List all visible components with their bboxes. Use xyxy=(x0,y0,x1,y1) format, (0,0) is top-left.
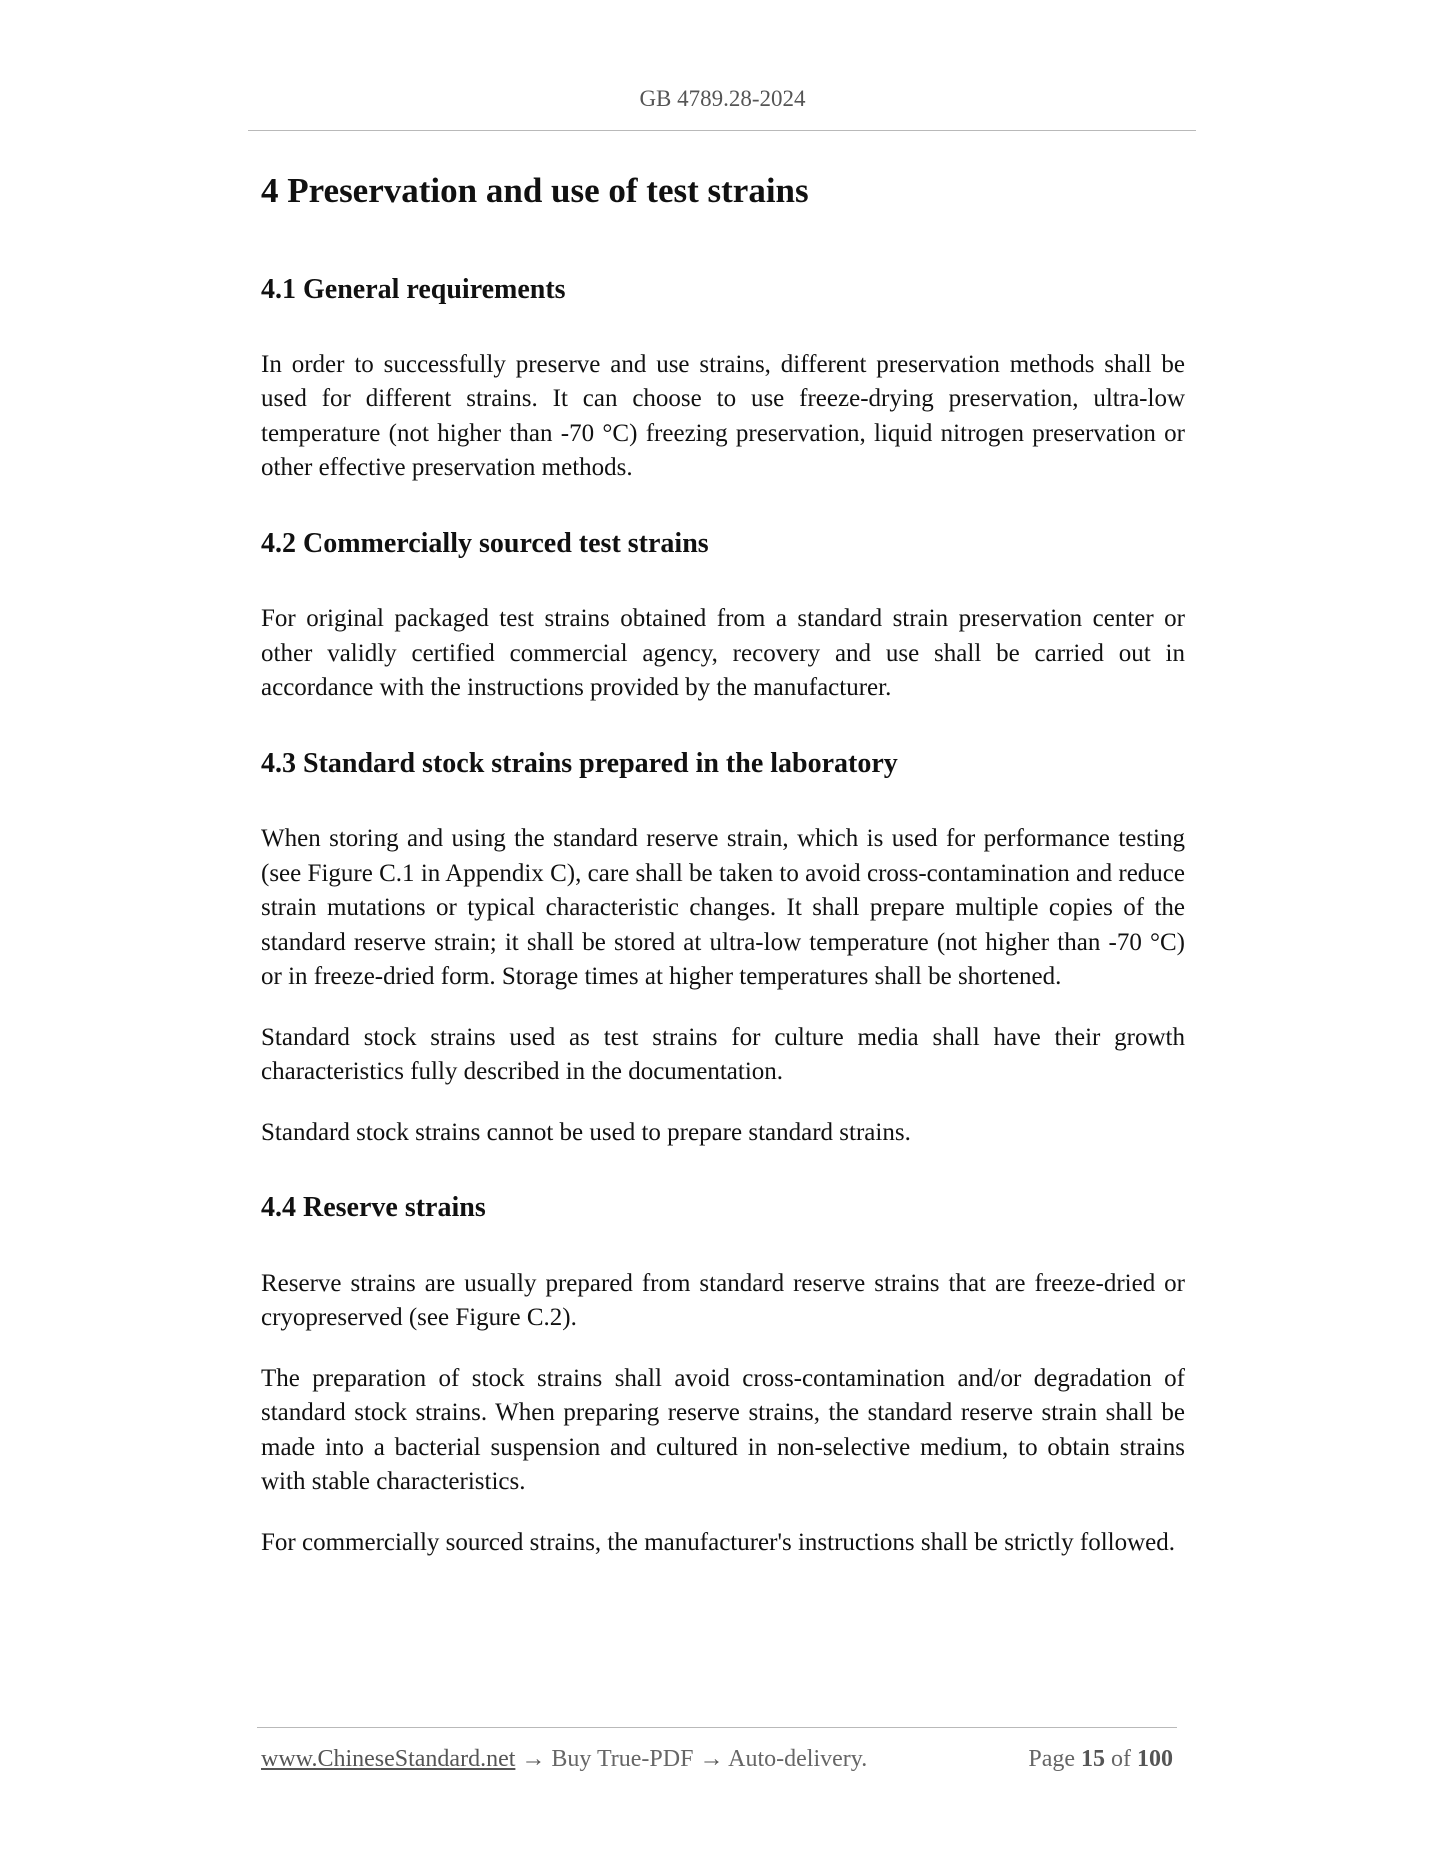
page-number: 15 xyxy=(1081,1746,1105,1772)
subsection-title-4-4: 4.4 Reserve strains xyxy=(261,1192,486,1224)
arrow-right-icon: → xyxy=(699,1746,724,1772)
section-title: 4 Preservation and use of test strains xyxy=(261,171,809,210)
footer-divider xyxy=(257,1727,1177,1728)
document-body xyxy=(261,168,1185,1586)
paragraph: Reserve strains are usually prepared from standard reserve strains that are freeze-dried or cryopreserved (see Figure C.2). xyxy=(261,1269,1185,1332)
page-total: 100 xyxy=(1137,1746,1173,1772)
arrow-right-icon: → xyxy=(521,1746,546,1772)
page-header-doc-code: GB 4789.28-2024 xyxy=(639,86,806,111)
subsection-title-4-3: 4.3 Standard stock strains prepared in the laboratory xyxy=(261,747,898,779)
page-label: Page xyxy=(1028,1746,1075,1772)
website-link[interactable]: www.ChineseStandard.net xyxy=(261,1746,516,1772)
subsection-title-4-1: 4.1 General requirements xyxy=(261,273,566,305)
paragraph: The preparation of stock strains shall avoid cross-contamination and/or degradation of standard stock strains. When preparing reserve strains, the standard reserve strain shall be made into a bacterial suspension and cultured in non-selective medium, to obtain strains with stable characteristics. xyxy=(261,1364,1185,1496)
of-label: of xyxy=(1111,1746,1131,1772)
paragraph: When storing and using the standard reserve strain, which is used for performance testing (see Figure C.1 in Appendix C), care shall be taken to avoid cross-contamination and reduce strain mutations or typical characteristic changes. It shall prepare multiple copies of the standard reserve strain; it shall be stored at ultra-low temperature (not higher than -70 °C) or in freeze-dried form. Storage times at higher temperatures shall be shortened. xyxy=(261,825,1185,991)
subsection-title-4-2: 4.2 Commercially sourced test strains xyxy=(261,527,709,559)
header-divider xyxy=(248,130,1196,131)
paragraph: In order to successfully preserve and use strains, different preservation methods shall be used for different strains. It can choose to use freeze-drying preservation, ultra-low temperature (not higher than -70 °C) freezing preservation, liquid nitrogen preservation or other effective preservation methods. xyxy=(261,350,1185,482)
buy-pdf-text: Buy True-PDF xyxy=(551,1746,694,1772)
paragraph: Standard stock strains used as test strains for culture media shall have their growth characteristics fully described in the documentation. xyxy=(261,1023,1185,1086)
auto-delivery-text: Auto-delivery. xyxy=(728,1746,868,1772)
paragraph: For original packaged test strains obtained from a standard strain preservation center or other validly certified commercial agency, recovery and use shall be carried out in accordance with the instructions provided by the manufacturer. xyxy=(261,605,1185,702)
paragraph: For commercially sourced strains, the manufacturer's instructions shall be strictly followed. xyxy=(261,1528,1175,1556)
page-indicator xyxy=(1028,1746,1173,1773)
paragraph: Standard stock strains cannot be used to prepare standard strains. xyxy=(261,1118,911,1146)
footer-promo xyxy=(261,1746,867,1773)
